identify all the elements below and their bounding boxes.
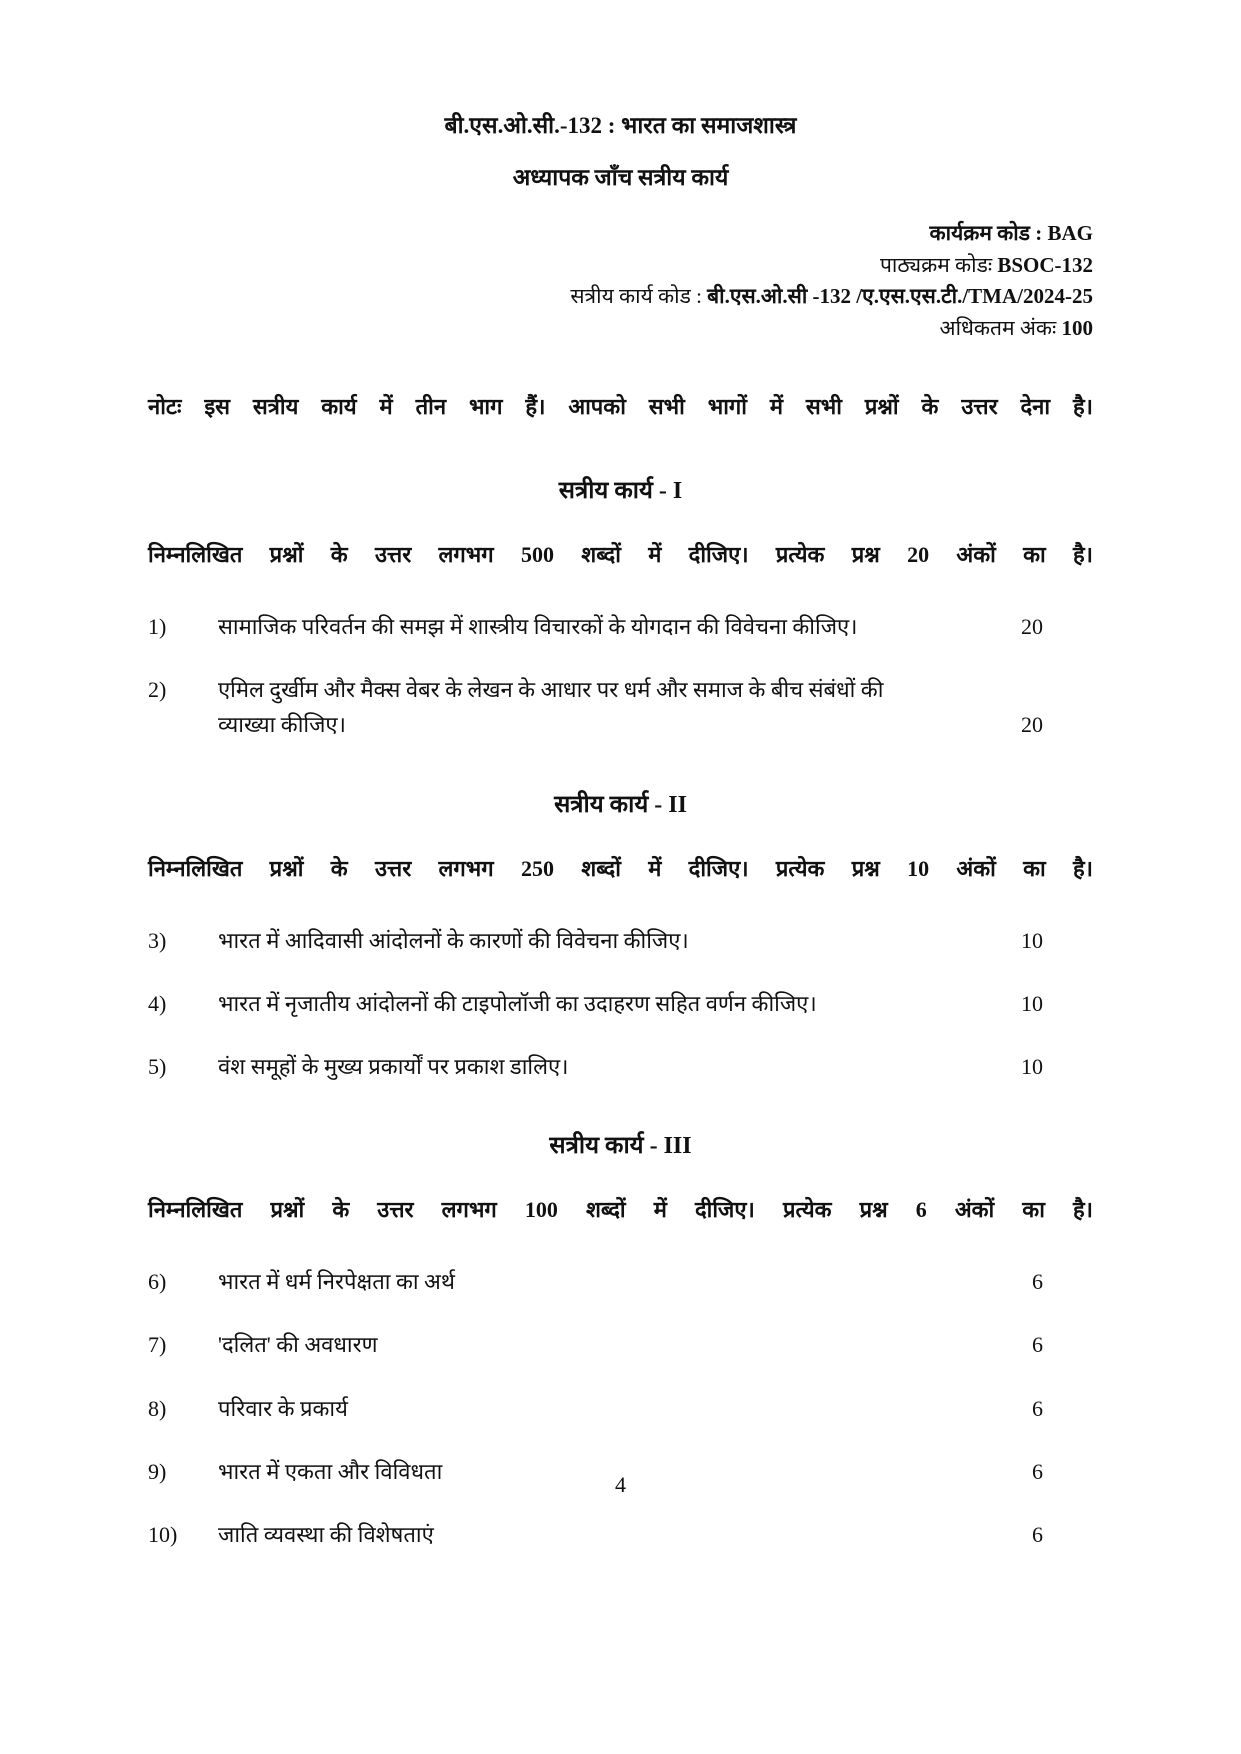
question-text: जाति व्यवस्था की विशेषताएं <box>218 1521 434 1547</box>
section-2-instruction: निम्नलिखित प्रश्नों के उत्तर लगभग 250 शब्दों में दीजिए। प्रत्येक प्रश्न 10 अंकों का है। <box>148 855 1093 881</box>
course-code-value: BSOC-132 <box>997 252 1093 277</box>
assignment-code-line <box>148 281 1093 313</box>
question-row <box>148 609 1093 644</box>
question-number: 5) <box>148 1053 167 1079</box>
question-row <box>148 1264 1093 1299</box>
question-text: भारत में धर्म निरपेक्षता का अर्थ <box>218 1269 455 1295</box>
question-number: 1) <box>148 614 167 639</box>
question-text: एमिल दुर्खीम और मैक्स वेबर के लेखन के आधार पर धर्म और समाज के बीच संबंधों की व्याख्या कीजिए। <box>218 677 884 738</box>
question-number: 10) <box>148 1521 178 1547</box>
question-row <box>148 1391 1093 1426</box>
program-code-value: BAG <box>1047 221 1093 245</box>
course-code-line <box>148 250 1093 282</box>
document-title: बी.एस.ओ.सी.-132 : भारत का समाजशास्त्र <box>444 113 797 138</box>
course-code-label: पाठ्यक्रम कोडः <box>880 252 993 277</box>
assignment-code-value: बी.एस.ओ.सी -132 /ए.एस.एस.टी./TMA/2024-25 <box>707 284 1093 308</box>
question-marks: 10 <box>1021 927 1043 953</box>
question-marks: 20 <box>1021 712 1043 738</box>
max-marks-label: अधिकतम अंकः <box>939 315 1057 340</box>
question-number: 8) <box>148 1395 167 1421</box>
question-text: भारत में एकता और विविधता <box>218 1458 443 1484</box>
question-row <box>148 923 1093 958</box>
question-number: 7) <box>148 1332 167 1358</box>
program-code-label: कार्यक्रम कोड : <box>929 221 1043 245</box>
question-text: भारत में नृजातीय आंदोलनों की टाइपोलॉजी का उदाहरण सहित वर्णन कीजिए। <box>218 990 817 1016</box>
question-row <box>148 986 1093 1021</box>
question-number: 4) <box>148 990 167 1016</box>
question-text: 'दलित' की अवधारण <box>218 1332 378 1358</box>
question-marks: 6 <box>1032 1521 1043 1547</box>
question-text: परिवार के प्रकार्य <box>218 1395 348 1421</box>
question-row <box>148 672 1093 742</box>
document-subtitle: अध्यापक जाँच सत्रीय कार्य <box>512 165 729 190</box>
question-marks: 6 <box>1032 1458 1043 1484</box>
question-row <box>148 1517 1093 1552</box>
section-2 <box>148 787 1093 1085</box>
question-marks: 10 <box>1021 990 1043 1016</box>
question-text: भारत में आदिवासी आंदोलनों के कारणों की विवेचना कीजिए। <box>218 927 689 953</box>
note-text: नोटः इस सत्रीय कार्य में तीन भाग हैं। आपको सभी भागों में सभी प्रश्नों के उत्तर देना है। <box>148 394 1093 419</box>
section-3-instruction: निम्नलिखित प्रश्नों के उत्तर लगभग 100 शब्दों में दीजिए। प्रत्येक प्रश्न 6 अंकों का है। <box>148 1197 1093 1223</box>
program-code-line <box>148 218 1093 250</box>
question-number: 6) <box>148 1269 167 1295</box>
question-text: वंश समूहों के मुख्य प्रकार्यों पर प्रकाश डालिए। <box>218 1053 569 1079</box>
section-2-heading: सत्रीय कार्य - II <box>554 791 687 818</box>
question-marks: 20 <box>1021 614 1043 639</box>
question-marks: 6 <box>1032 1269 1043 1295</box>
max-marks-value: 100 <box>1061 315 1093 340</box>
question-number: 9) <box>148 1458 167 1484</box>
max-marks-line <box>148 313 1093 345</box>
code-block <box>148 218 1093 344</box>
question-marks: 6 <box>1032 1332 1043 1358</box>
question-marks: 6 <box>1032 1395 1043 1421</box>
section-1 <box>148 473 1093 743</box>
question-row <box>148 1327 1093 1362</box>
question-row <box>148 1049 1093 1084</box>
question-marks: 10 <box>1021 1053 1043 1079</box>
section-1-instruction: निम्नलिखित प्रश्नों के उत्तर लगभग 500 शब्दों में दीजिए। प्रत्येक प्रश्न 20 अंकों का है। <box>148 542 1093 567</box>
question-number: 3) <box>148 927 167 953</box>
section-1-heading: सत्रीय कार्य - I <box>558 478 683 504</box>
assignment-code-label: सत्रीय कार्य कोड : <box>570 284 702 308</box>
question-number: 2) <box>148 677 167 703</box>
page-number: 4 <box>615 1472 626 1497</box>
section-3-heading: सत्रीय कार्य - III <box>549 1133 692 1160</box>
question-text: सामाजिक परिवर्तन की समझ में शास्त्रीय विचारकों के योगदान की विवेचना कीजिए। <box>218 614 858 639</box>
